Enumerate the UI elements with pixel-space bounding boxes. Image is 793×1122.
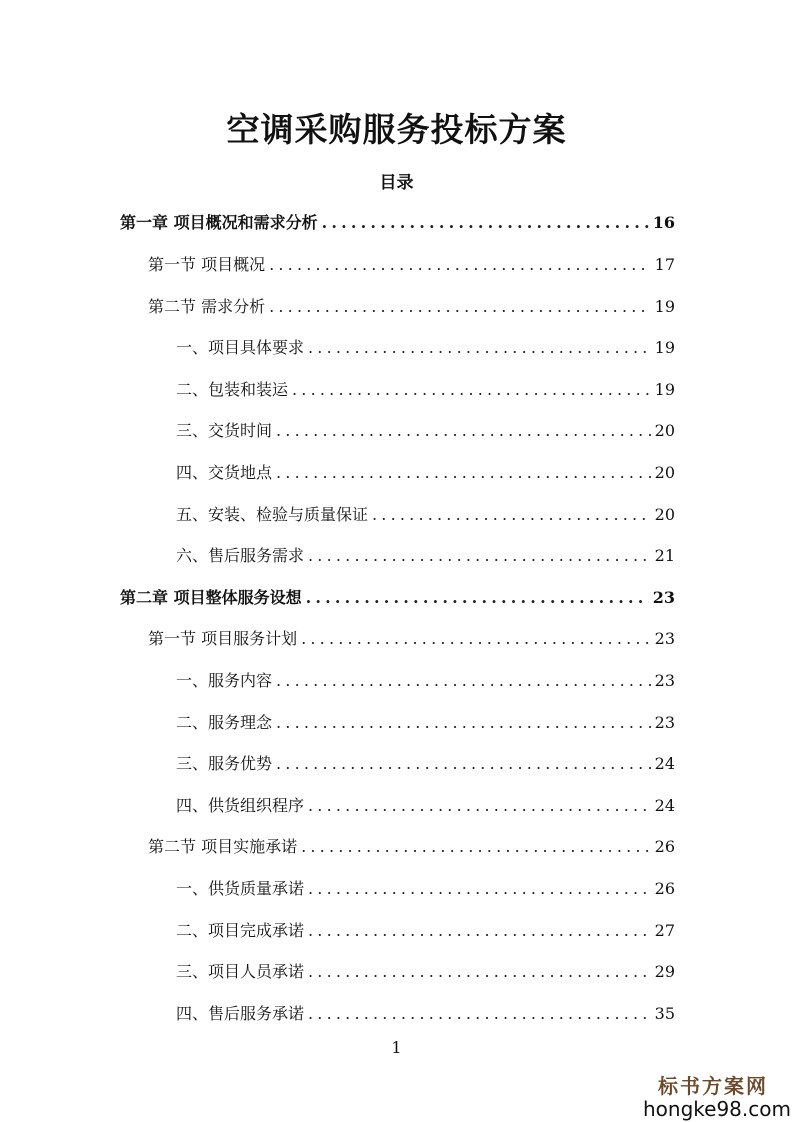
toc-entry-page: 24 — [654, 754, 675, 773]
toc-entry-page: 26 — [654, 879, 675, 898]
toc-entry-label: 四、供货组织程序 — [176, 796, 305, 815]
toc-entry-label: 第二节 需求分析 — [148, 297, 266, 316]
toc-entry-label: 一、项目具体要求 — [176, 338, 305, 357]
toc-entry-label: 一、服务内容 — [176, 671, 273, 690]
toc-entry[interactable] — [176, 870, 675, 900]
toc-entry-page: 26 — [654, 837, 675, 856]
watermark — [643, 1070, 791, 1121]
leader-dots — [308, 1003, 651, 1025]
toc-entry-page: 23 — [654, 713, 675, 732]
toc-entry[interactable] — [176, 787, 675, 817]
toc-entry[interactable] — [176, 662, 675, 692]
toc-entry-page: 20 — [654, 463, 675, 482]
toc-entry[interactable] — [176, 329, 675, 359]
toc-entry-label: 第一章 项目概况和需求分析 — [120, 213, 318, 232]
document-title: 空调采购服务投标方案 — [226, 110, 567, 149]
leader-dots — [276, 670, 651, 692]
toc-entry-label: 第一节 项目服务计划 — [148, 629, 298, 648]
watermark-name: 标书方案网 — [658, 1074, 768, 1098]
toc-entry[interactable] — [176, 995, 675, 1025]
toc-entry-page: 29 — [654, 962, 675, 981]
toc-entry[interactable] — [176, 745, 675, 775]
toc-entry[interactable] — [176, 412, 675, 442]
toc-entry-label: 四、交货地点 — [176, 463, 273, 482]
toc-entry-label: 二、包装和装运 — [176, 380, 289, 399]
toc-entry-page: 20 — [654, 421, 675, 440]
leader-dots — [308, 795, 651, 817]
toc-entry-page: 20 — [654, 505, 675, 524]
leader-dots — [276, 712, 651, 734]
toc-entry[interactable] — [148, 620, 675, 650]
toc-entry[interactable] — [120, 579, 675, 609]
leader-dots — [276, 753, 651, 775]
toc-entry-page: 23 — [652, 588, 675, 607]
toc-entry-label: 第一节 项目概况 — [148, 255, 266, 274]
leader-dots — [308, 545, 651, 567]
toc-entry-page: 27 — [654, 921, 675, 940]
toc-entry-page: 19 — [654, 297, 675, 316]
toc-entry-label: 三、交货时间 — [176, 421, 273, 440]
leader-dots — [308, 961, 651, 983]
toc-entry[interactable] — [148, 828, 675, 858]
toc-entry-page: 16 — [652, 213, 675, 232]
toc-entry[interactable] — [120, 204, 675, 234]
toc-entry-page: 35 — [654, 1004, 675, 1023]
toc-entry-page: 24 — [654, 796, 675, 815]
toc-entry-label: 四、售后服务承诺 — [176, 1004, 305, 1023]
leader-dots — [269, 254, 651, 276]
toc-entry-page: 21 — [654, 546, 675, 565]
toc-entry[interactable] — [176, 496, 675, 526]
leader-dots — [292, 379, 651, 401]
leader-dots — [322, 212, 649, 234]
leader-dots — [308, 337, 651, 359]
toc-entry-label: 三、项目人员承诺 — [176, 962, 305, 981]
leader-dots — [308, 878, 651, 900]
page-number: 1 — [391, 1038, 402, 1057]
leader-dots — [308, 920, 651, 942]
leader-dots — [276, 462, 651, 484]
leader-dots — [372, 504, 651, 526]
toc-entry-label: 三、服务优势 — [176, 754, 273, 773]
toc-entry[interactable] — [176, 537, 675, 567]
toc-entry-page: 23 — [654, 671, 675, 690]
toc-entry-page: 17 — [654, 255, 675, 274]
leader-dots — [276, 420, 651, 442]
toc-entry[interactable] — [176, 371, 675, 401]
leader-dots — [269, 296, 651, 318]
toc-entry-page: 19 — [654, 338, 675, 357]
toc-entry-label: 二、项目完成承诺 — [176, 921, 305, 940]
leader-dots — [306, 587, 649, 609]
toc-entry[interactable] — [148, 246, 675, 276]
toc-heading: 目录 — [379, 173, 414, 193]
toc-entry[interactable] — [176, 704, 675, 734]
toc-entry-page: 23 — [654, 629, 675, 648]
toc-entry-label: 六、售后服务需求 — [176, 546, 305, 565]
toc-entry-page: 19 — [654, 380, 675, 399]
toc-entry[interactable] — [148, 288, 675, 318]
toc-entry-label: 五、安装、检验与质量保证 — [176, 505, 369, 524]
leader-dots — [301, 628, 651, 650]
toc-entry-label: 第二节 项目实施承诺 — [148, 837, 298, 856]
leader-dots — [301, 836, 651, 858]
toc-entry[interactable] — [176, 454, 675, 484]
toc-entry[interactable] — [176, 912, 675, 942]
toc-entry-label: 一、供货质量承诺 — [176, 879, 305, 898]
watermark-url: hongke98.com — [643, 1097, 791, 1121]
toc-entry-label: 二、服务理念 — [176, 713, 273, 732]
toc-entry-label: 第二章 项目整体服务设想 — [120, 588, 302, 607]
toc-entry[interactable] — [176, 953, 675, 983]
